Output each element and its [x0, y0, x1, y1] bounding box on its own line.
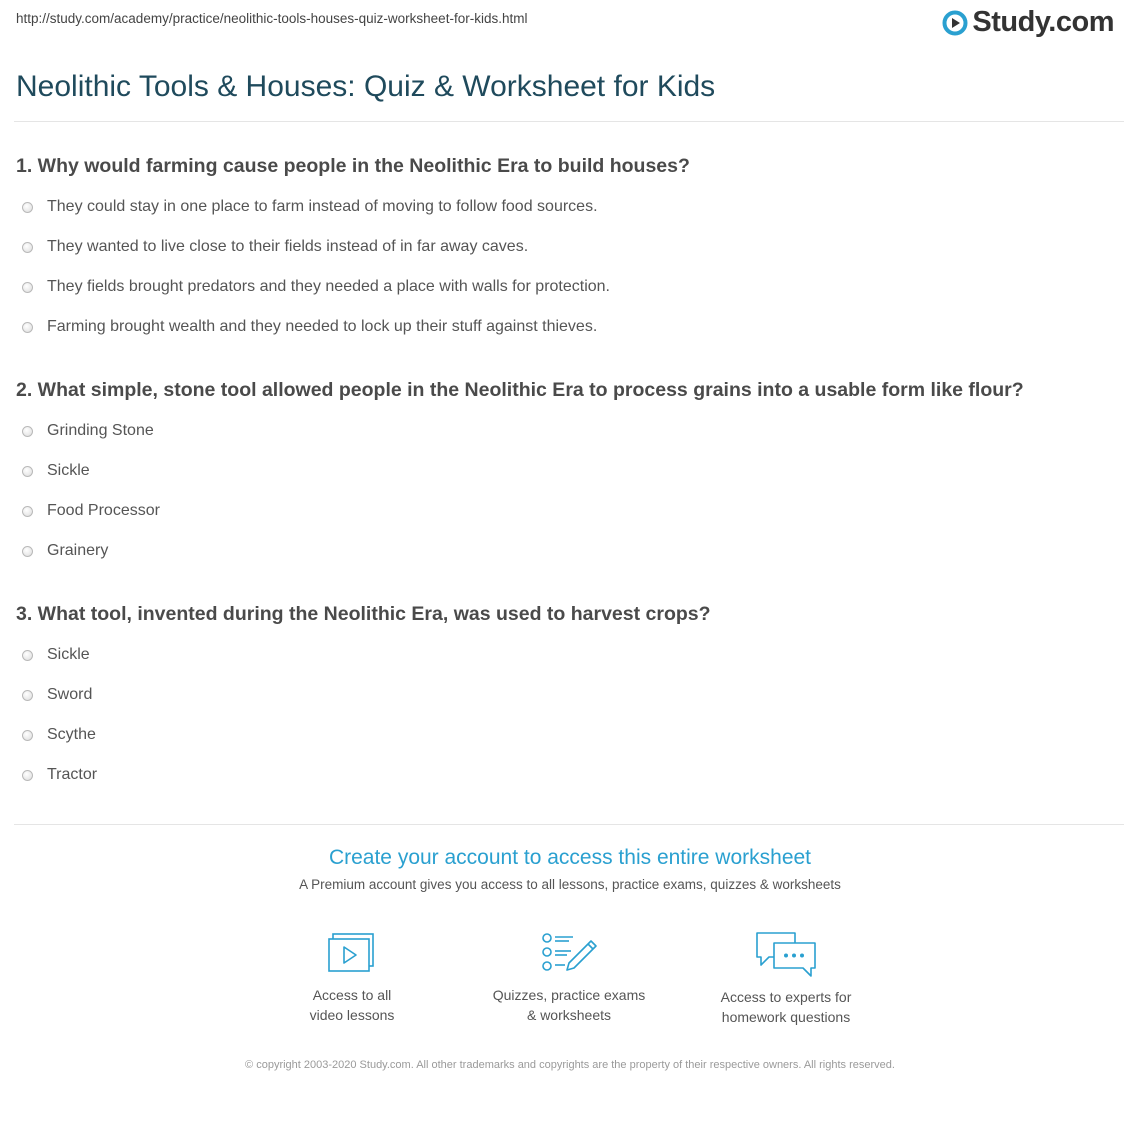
- answer-label: Scythe: [47, 726, 96, 743]
- feature-quizzes: [469, 930, 669, 1025]
- question-2: 2. What simple, stone tool allowed people in the Neolithic Era to process grains into a usable form like flour?: [16, 379, 1024, 401]
- radio-button[interactable]: [22, 650, 33, 661]
- radio-button[interactable]: [22, 426, 33, 437]
- answer-option[interactable]: [22, 462, 90, 480]
- page-title: Neolithic Tools & Houses: Quiz & Worksheet for Kids: [16, 70, 716, 103]
- feature-label: Access to experts for homework questions: [720, 989, 852, 1025]
- answer-option[interactable]: [22, 686, 92, 704]
- radio-button[interactable]: [22, 506, 33, 517]
- answer-option[interactable]: [22, 726, 96, 744]
- copyright-notice: © copyright 2003-2020 Study.com. All other trademarks and copyrights are the property of their respective owners. All rights reserved.: [245, 1059, 895, 1071]
- radio-button[interactable]: [22, 202, 33, 213]
- radio-button[interactable]: [22, 770, 33, 781]
- answer-label: Grainery: [47, 542, 109, 559]
- radio-button[interactable]: [22, 242, 33, 253]
- logo-text: Study.com: [972, 6, 1114, 38]
- radio-button[interactable]: [22, 282, 33, 293]
- answer-label: Sword: [47, 686, 93, 703]
- answer-label: They could stay in one place to farm instead of moving to follow food sources.: [47, 198, 598, 215]
- study-logo[interactable]: [942, 6, 1114, 39]
- answer-label: Grinding Stone: [47, 422, 154, 439]
- feature-experts: [686, 930, 886, 1027]
- radio-button[interactable]: [22, 322, 33, 333]
- feature-label: Quizzes, practice exams & worksheets: [492, 987, 646, 1023]
- radio-button[interactable]: [22, 730, 33, 741]
- feature-video-lessons: [252, 930, 452, 1025]
- answer-label: They wanted to live close to their fields instead of in far away caves.: [47, 238, 529, 255]
- radio-button[interactable]: [22, 546, 33, 557]
- answer-label: Sickle: [47, 646, 90, 663]
- play-circle-icon: [942, 10, 968, 36]
- radio-button[interactable]: [22, 690, 33, 701]
- answer-option[interactable]: [22, 542, 108, 560]
- answer-option[interactable]: [22, 502, 160, 520]
- video-lesson-icon: [324, 930, 380, 978]
- cta-divider: [14, 824, 1124, 825]
- chat-bubbles-icon: [754, 930, 818, 980]
- cta-subtitle: A Premium account gives you access to all lessons, practice exams, quizzes & worksheets: [299, 877, 841, 892]
- answer-label: Food Processor: [47, 502, 160, 519]
- feature-label: Access to all video lessons: [309, 987, 395, 1023]
- answer-option[interactable]: [22, 766, 97, 784]
- question-3: 3. What tool, invented during the Neolithic Era, was used to harvest crops?: [16, 603, 711, 625]
- answer-option[interactable]: [22, 646, 90, 664]
- page-url: http://study.com/academy/practice/neolithic-tools-houses-quiz-worksheet-for-kids.html: [16, 11, 528, 26]
- answer-option[interactable]: [22, 318, 597, 336]
- answer-label: They fields brought predators and they needed a place with walls for protection.: [47, 278, 610, 295]
- radio-button[interactable]: [22, 466, 33, 477]
- answer-label: Farming brought wealth and they needed to lock up their stuff against thieves.: [47, 318, 598, 335]
- answer-option[interactable]: [22, 238, 528, 256]
- create-account-link[interactable]: Create your account to access this entire worksheet: [328, 846, 812, 869]
- answer-label: Sickle: [47, 462, 90, 479]
- answer-label: Tractor: [47, 766, 98, 783]
- title-divider: [14, 121, 1124, 122]
- answer-option[interactable]: [22, 198, 598, 216]
- answer-option[interactable]: [22, 278, 610, 296]
- quiz-checklist-icon: [539, 930, 599, 978]
- question-1: 1. Why would farming cause people in the Neolithic Era to build houses?: [16, 155, 690, 177]
- answer-option[interactable]: [22, 422, 154, 440]
